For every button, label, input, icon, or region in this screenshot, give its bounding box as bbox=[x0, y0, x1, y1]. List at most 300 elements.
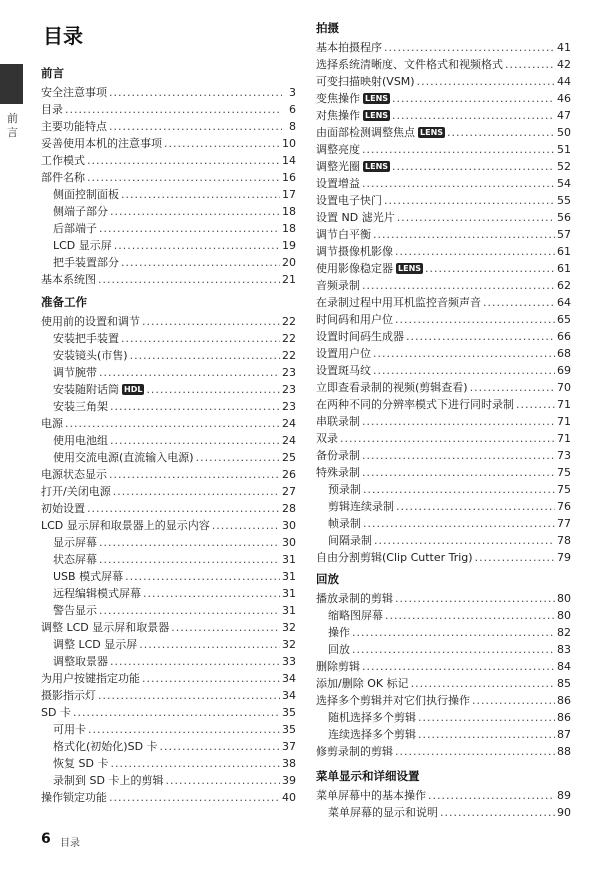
dot-leader bbox=[411, 675, 555, 692]
entry-page-number: 22 bbox=[282, 349, 296, 362]
entry-title: LCD 显示屏和取景器上的显示内容 bbox=[41, 519, 210, 532]
entry-title: SD 卡 bbox=[41, 706, 71, 719]
entry-page-number: 37 bbox=[282, 740, 296, 753]
entry-title: 预录制 bbox=[328, 483, 361, 496]
entry-page-number: 19 bbox=[282, 239, 296, 252]
dot-leader bbox=[417, 73, 555, 90]
footer-label: 目录 bbox=[60, 838, 80, 849]
entry-page-number: 20 bbox=[282, 256, 296, 269]
dot-leader bbox=[406, 328, 555, 345]
toc-subentry[interactable] bbox=[316, 804, 571, 821]
entry-page-number: 40 bbox=[282, 791, 296, 804]
entry-page-number: 26 bbox=[282, 468, 296, 481]
dot-leader bbox=[472, 692, 555, 709]
entry-title: 为用户按键指定功能 bbox=[41, 672, 140, 685]
entry-title: 侧端子部分 bbox=[53, 205, 108, 218]
mode-badge: LENS bbox=[420, 128, 444, 137]
entry-title: 修剪录制的剪辑 bbox=[316, 745, 393, 758]
toc-entry[interactable] bbox=[316, 90, 571, 107]
page-number: 6 bbox=[41, 831, 51, 847]
dot-leader bbox=[109, 789, 280, 806]
dot-leader bbox=[395, 243, 555, 260]
entry-title: 安装随附话筒 bbox=[53, 383, 119, 396]
toc-subentry[interactable] bbox=[41, 585, 296, 602]
dot-leader bbox=[362, 413, 555, 430]
entry-title: 警告显示 bbox=[53, 604, 97, 617]
toc-entry[interactable] bbox=[316, 396, 571, 413]
entry-title: 随机选择多个剪辑 bbox=[328, 711, 416, 724]
dot-leader bbox=[373, 362, 555, 379]
entry-page-number: 87 bbox=[557, 728, 571, 741]
toc-subentry[interactable] bbox=[41, 721, 296, 738]
entry-page-number: 18 bbox=[282, 222, 296, 235]
toc-entry[interactable] bbox=[316, 73, 571, 90]
entry-page-number: 27 bbox=[282, 485, 296, 498]
toc-entry[interactable] bbox=[41, 135, 296, 152]
toc-entry[interactable] bbox=[41, 789, 296, 806]
dot-leader bbox=[73, 704, 280, 721]
dot-leader bbox=[110, 755, 280, 772]
entry-page-number: 8 bbox=[289, 120, 296, 133]
entry-page-number: 30 bbox=[282, 536, 296, 549]
entry-page-number: 71 bbox=[557, 398, 571, 411]
toc-subentry[interactable] bbox=[41, 237, 296, 254]
entry-title: LCD 显示屏 bbox=[53, 239, 112, 252]
dot-leader bbox=[110, 398, 280, 415]
dot-leader bbox=[109, 118, 282, 135]
entry-page-number: 55 bbox=[557, 194, 571, 207]
entry-page-number: 24 bbox=[282, 417, 296, 430]
toc-subentry[interactable] bbox=[41, 738, 296, 755]
entry-title: 调节摄像机影像 bbox=[316, 245, 393, 258]
entry-title: 使用电池组 bbox=[53, 434, 108, 447]
toc-subentry[interactable] bbox=[41, 254, 296, 271]
entry-title: 调整取景器 bbox=[53, 655, 108, 668]
entry-page-number: 38 bbox=[282, 757, 296, 770]
toc-entry[interactable] bbox=[316, 549, 571, 566]
entry-page-number: 71 bbox=[557, 432, 571, 445]
entry-title: 调整亮度 bbox=[316, 143, 360, 156]
entry-page-number: 17 bbox=[282, 188, 296, 201]
entry-page-number: 61 bbox=[557, 262, 571, 275]
dot-leader bbox=[384, 39, 555, 56]
entry-page-number: 79 bbox=[557, 551, 571, 564]
toc-subentry[interactable] bbox=[41, 772, 296, 789]
entry-page-number: 56 bbox=[557, 211, 571, 224]
toc-entry[interactable] bbox=[316, 209, 571, 226]
toc-entry[interactable] bbox=[316, 379, 571, 396]
toc-entry[interactable] bbox=[41, 500, 296, 517]
toc-entry[interactable] bbox=[41, 169, 296, 186]
dot-leader bbox=[110, 203, 280, 220]
entry-page-number: 31 bbox=[282, 553, 296, 566]
entry-page-number: 10 bbox=[282, 137, 296, 150]
toc-subentry[interactable] bbox=[41, 653, 296, 670]
toc-subentry[interactable] bbox=[41, 534, 296, 551]
toc-entry[interactable] bbox=[316, 692, 571, 709]
entry-title: 调整 LCD 显示屏 bbox=[53, 638, 138, 651]
dot-leader bbox=[352, 641, 555, 658]
toc-subentry[interactable] bbox=[316, 726, 571, 743]
toc-entry[interactable] bbox=[41, 517, 296, 534]
toc-subentry[interactable] bbox=[316, 498, 571, 515]
entry-title: 由面部检测调整焦点 bbox=[316, 126, 415, 139]
dot-leader bbox=[475, 549, 555, 566]
dot-leader bbox=[395, 743, 555, 760]
toc-entry[interactable] bbox=[316, 39, 571, 56]
toc-entry[interactable] bbox=[316, 158, 571, 175]
entry-title: 播放录制的剪辑 bbox=[316, 592, 393, 605]
toc-entry[interactable] bbox=[316, 175, 571, 192]
dot-leader bbox=[425, 260, 555, 277]
toc-entry[interactable] bbox=[316, 243, 571, 260]
entry-page-number: 41 bbox=[557, 41, 571, 54]
entry-page-number: 88 bbox=[557, 745, 571, 758]
entry-title: 串联录制 bbox=[316, 415, 360, 428]
entry-title: 自由分割剪辑(Clip Cutter Trig) bbox=[316, 551, 473, 564]
entry-title: 工作模式 bbox=[41, 154, 85, 167]
entry-page-number: 65 bbox=[557, 313, 571, 326]
dot-leader bbox=[99, 220, 280, 237]
dot-leader bbox=[362, 447, 555, 464]
section-heading: 准备工作 bbox=[41, 295, 87, 309]
entry-title: 连续选择多个剪辑 bbox=[328, 728, 416, 741]
toc-entry[interactable] bbox=[316, 464, 571, 481]
dot-leader bbox=[109, 84, 282, 101]
toc-entry[interactable] bbox=[316, 345, 571, 362]
toc-entry[interactable] bbox=[41, 687, 296, 704]
toc-subentry[interactable] bbox=[41, 347, 296, 364]
mode-badge: LENS bbox=[365, 111, 389, 120]
dot-leader bbox=[88, 721, 280, 738]
dot-leader bbox=[114, 237, 280, 254]
dot-leader bbox=[397, 209, 555, 226]
toc-entry[interactable] bbox=[41, 101, 296, 118]
entry-page-number: 32 bbox=[282, 638, 296, 651]
toc-subentry[interactable] bbox=[41, 381, 296, 398]
entry-title: 双录 bbox=[316, 432, 338, 445]
dot-leader bbox=[373, 226, 555, 243]
entry-page-number: 31 bbox=[282, 570, 296, 583]
toc-entry[interactable] bbox=[316, 787, 571, 804]
dot-leader bbox=[392, 107, 555, 124]
toc-subentry[interactable] bbox=[41, 755, 296, 772]
entry-page-number: 30 bbox=[282, 519, 296, 532]
toc-entry[interactable] bbox=[41, 704, 296, 721]
entry-title: 设置时间码生成器 bbox=[316, 330, 404, 343]
entry-page-number: 3 bbox=[289, 86, 296, 99]
entry-title: 电源状态显示 bbox=[41, 468, 107, 481]
toc-entry[interactable] bbox=[316, 107, 571, 124]
toc-entry[interactable] bbox=[41, 152, 296, 169]
dot-leader bbox=[121, 254, 280, 271]
entry-title: 可变扫描映射(VSM) bbox=[316, 75, 415, 88]
entry-page-number: 66 bbox=[557, 330, 571, 343]
entry-page-number: 89 bbox=[557, 789, 571, 802]
entry-page-number: 47 bbox=[557, 109, 571, 122]
entry-page-number: 76 bbox=[557, 500, 571, 513]
entry-page-number: 31 bbox=[282, 604, 296, 617]
entry-title: 菜单屏幕中的基本操作 bbox=[316, 789, 426, 802]
dot-leader bbox=[447, 124, 555, 141]
dot-leader bbox=[440, 804, 555, 821]
section-tab-label: 前言 bbox=[7, 112, 18, 139]
entry-page-number: 52 bbox=[557, 160, 571, 173]
toc-entry[interactable] bbox=[316, 590, 571, 607]
toc-entry[interactable] bbox=[41, 84, 296, 101]
entry-title: 操作锁定功能 bbox=[41, 791, 107, 804]
entry-title: 妥善使用本机的注意事项 bbox=[41, 137, 162, 150]
entry-title: 音频录制 bbox=[316, 279, 360, 292]
dot-leader bbox=[142, 313, 280, 330]
dot-leader bbox=[113, 483, 280, 500]
entry-title: 摄影指示灯 bbox=[41, 689, 96, 702]
entry-page-number: 24 bbox=[282, 434, 296, 447]
entry-title: 调节腕带 bbox=[53, 366, 97, 379]
toc-subentry[interactable] bbox=[41, 449, 296, 466]
toc-entry[interactable] bbox=[41, 271, 296, 288]
entry-title: 基本拍摄程序 bbox=[316, 41, 382, 54]
dot-leader bbox=[87, 500, 280, 517]
entry-title: 调整 LCD 显示屏和取景器 bbox=[41, 621, 170, 634]
toc-subentry[interactable] bbox=[41, 330, 296, 347]
dot-leader bbox=[125, 568, 280, 585]
dot-leader bbox=[384, 192, 555, 209]
dot-leader bbox=[395, 311, 555, 328]
toc-entry[interactable] bbox=[41, 415, 296, 432]
toc-entry[interactable] bbox=[316, 311, 571, 328]
dot-leader bbox=[212, 517, 280, 534]
toc-entry[interactable] bbox=[41, 313, 296, 330]
toc-subentry[interactable] bbox=[41, 186, 296, 203]
toc-entry[interactable] bbox=[316, 328, 571, 345]
toc-subentry[interactable] bbox=[41, 636, 296, 653]
entry-page-number: 90 bbox=[557, 806, 571, 819]
entry-page-number: 75 bbox=[557, 466, 571, 479]
toc-entry[interactable] bbox=[316, 362, 571, 379]
dot-leader bbox=[87, 152, 280, 169]
entry-title: 特殊录制 bbox=[316, 466, 360, 479]
entry-page-number: 25 bbox=[282, 451, 296, 464]
entry-page-number: 80 bbox=[557, 609, 571, 622]
entry-page-number: 83 bbox=[557, 643, 571, 656]
toc-entry[interactable] bbox=[316, 260, 571, 277]
entry-page-number: 39 bbox=[282, 774, 296, 787]
entry-title: 在录制过程中用耳机监控音频声音 bbox=[316, 296, 481, 309]
entry-page-number: 82 bbox=[557, 626, 571, 639]
entry-title: 安装三角架 bbox=[53, 400, 108, 413]
toc-entry[interactable] bbox=[41, 466, 296, 483]
toc-entry[interactable] bbox=[41, 619, 296, 636]
entry-title: 选择系统清晰度、文件格式和视频格式 bbox=[316, 58, 503, 71]
entry-title: 后部端子 bbox=[53, 222, 97, 235]
entry-page-number: 44 bbox=[557, 75, 571, 88]
dot-leader bbox=[99, 602, 280, 619]
dot-leader bbox=[121, 330, 280, 347]
toc-entry[interactable] bbox=[316, 658, 571, 675]
dot-leader bbox=[392, 90, 555, 107]
entry-page-number: 78 bbox=[557, 534, 571, 547]
dot-leader bbox=[196, 449, 280, 466]
toc-subentry[interactable] bbox=[41, 432, 296, 449]
entry-page-number: 28 bbox=[282, 502, 296, 515]
toc-subentry[interactable] bbox=[41, 203, 296, 220]
entry-title: 间隔录制 bbox=[328, 534, 372, 547]
toc-subentry[interactable] bbox=[41, 364, 296, 381]
toc-entry[interactable] bbox=[316, 413, 571, 430]
entry-title: 备份录制 bbox=[316, 449, 360, 462]
entry-page-number: 6 bbox=[289, 103, 296, 116]
toc-subentry[interactable] bbox=[41, 551, 296, 568]
entry-page-number: 16 bbox=[282, 171, 296, 184]
dot-leader bbox=[396, 498, 555, 515]
toc-entry[interactable] bbox=[316, 226, 571, 243]
entry-title: 设置增益 bbox=[316, 177, 360, 190]
entry-title: USB 模式屏幕 bbox=[53, 570, 124, 583]
toc-subentry[interactable] bbox=[316, 515, 571, 532]
entry-page-number: 22 bbox=[282, 332, 296, 345]
mode-badge: LENS bbox=[365, 162, 389, 171]
entry-title: 恢复 SD 卡 bbox=[53, 757, 109, 770]
entry-page-number: 70 bbox=[557, 381, 571, 394]
mode-badge: LENS bbox=[398, 264, 422, 273]
entry-title: 设置 ND 滤光片 bbox=[316, 211, 395, 224]
toc-entry[interactable] bbox=[316, 447, 571, 464]
dot-leader bbox=[363, 515, 555, 532]
entry-title: 在两种不同的分辨率模式下进行同时录制 bbox=[316, 398, 514, 411]
toc-subentry[interactable] bbox=[41, 568, 296, 585]
dot-leader bbox=[110, 653, 280, 670]
entry-title: 使用影像稳定器 bbox=[316, 262, 393, 275]
entry-page-number: 75 bbox=[557, 483, 571, 496]
entry-title: 删除剪辑 bbox=[316, 660, 360, 673]
entry-title: 格式化(初始化)SD 卡 bbox=[53, 740, 158, 753]
dot-leader bbox=[165, 772, 280, 789]
dot-leader bbox=[109, 466, 280, 483]
toc-subentry[interactable] bbox=[316, 624, 571, 641]
entry-page-number: 64 bbox=[557, 296, 571, 309]
entry-title: 基本系统图 bbox=[41, 273, 96, 286]
dot-leader bbox=[516, 396, 555, 413]
entry-title: 状态屏幕 bbox=[53, 553, 97, 566]
dot-leader bbox=[362, 658, 555, 675]
toc-entry[interactable] bbox=[316, 294, 571, 311]
entry-page-number: 80 bbox=[557, 592, 571, 605]
entry-page-number: 18 bbox=[282, 205, 296, 218]
toc-entry[interactable] bbox=[316, 430, 571, 447]
dot-leader bbox=[362, 175, 555, 192]
entry-page-number: 61 bbox=[557, 245, 571, 258]
entry-title: 录制到 SD 卡上的剪辑 bbox=[53, 774, 164, 787]
dot-leader bbox=[418, 726, 555, 743]
entry-title: 对焦操作 bbox=[316, 109, 360, 122]
toc-subentry[interactable] bbox=[316, 607, 571, 624]
toc-subentry[interactable] bbox=[316, 709, 571, 726]
section-tab-marker bbox=[0, 64, 23, 104]
toc-entry[interactable] bbox=[316, 141, 571, 158]
entry-page-number: 73 bbox=[557, 449, 571, 462]
toc-entry[interactable] bbox=[316, 277, 571, 294]
dot-leader bbox=[418, 709, 555, 726]
entry-title: 使用前的设置和调节 bbox=[41, 315, 140, 328]
toc-entry[interactable] bbox=[41, 670, 296, 687]
dot-leader bbox=[142, 670, 280, 687]
section-heading: 菜单显示和详细设置 bbox=[316, 769, 420, 783]
toc-entry[interactable] bbox=[316, 56, 571, 73]
entry-page-number: 84 bbox=[557, 660, 571, 673]
entry-title: 变焦操作 bbox=[316, 92, 360, 105]
dot-leader bbox=[362, 277, 555, 294]
entry-title: 打开/关闭电源 bbox=[41, 485, 111, 498]
entry-title: 选择多个剪辑并对它们执行操作 bbox=[316, 694, 470, 707]
toc-entry[interactable] bbox=[316, 192, 571, 209]
entry-title: 把手装置部分 bbox=[53, 256, 119, 269]
entry-title: 显示屏幕 bbox=[53, 536, 97, 549]
toc-entry[interactable] bbox=[41, 118, 296, 135]
entry-title: 安装把手装置 bbox=[53, 332, 119, 345]
entry-page-number: 85 bbox=[557, 677, 571, 690]
toc-subentry[interactable] bbox=[41, 602, 296, 619]
entry-page-number: 34 bbox=[282, 672, 296, 685]
entry-title: 操作 bbox=[328, 626, 350, 639]
entry-page-number: 69 bbox=[557, 364, 571, 377]
dot-leader bbox=[143, 585, 280, 602]
entry-page-number: 14 bbox=[282, 154, 296, 167]
section-heading: 回放 bbox=[316, 572, 339, 586]
dot-leader bbox=[87, 169, 280, 186]
toc-entry[interactable] bbox=[316, 124, 571, 141]
entry-page-number: 23 bbox=[282, 383, 296, 396]
dot-leader bbox=[98, 687, 280, 704]
dot-leader bbox=[65, 415, 280, 432]
toc-subentry[interactable] bbox=[316, 532, 571, 549]
dot-leader bbox=[65, 101, 282, 118]
dot-leader bbox=[121, 186, 280, 203]
entry-title: 安全注意事项 bbox=[41, 86, 107, 99]
toc-entry[interactable] bbox=[41, 483, 296, 500]
entry-title: 设置用户位 bbox=[316, 347, 371, 360]
dot-leader bbox=[99, 534, 280, 551]
toc-entry[interactable] bbox=[316, 675, 571, 692]
dot-leader bbox=[164, 135, 280, 152]
entry-title: 初始设置 bbox=[41, 502, 85, 515]
entry-page-number: 42 bbox=[557, 58, 571, 71]
dot-leader bbox=[385, 607, 555, 624]
entry-page-number: 86 bbox=[557, 711, 571, 724]
toc-subentry[interactable] bbox=[41, 220, 296, 237]
entry-title: 目录 bbox=[41, 103, 63, 116]
toc-entry[interactable] bbox=[316, 743, 571, 760]
entry-title: 缩略图屏幕 bbox=[328, 609, 383, 622]
entry-title: 部件名称 bbox=[41, 171, 85, 184]
toc-subentry[interactable] bbox=[316, 641, 571, 658]
entry-page-number: 54 bbox=[557, 177, 571, 190]
dot-leader bbox=[160, 738, 280, 755]
dot-leader bbox=[505, 56, 555, 73]
entry-page-number: 35 bbox=[282, 706, 296, 719]
dot-leader bbox=[98, 271, 280, 288]
entry-page-number: 86 bbox=[557, 694, 571, 707]
dot-leader bbox=[374, 532, 555, 549]
entry-title: 可用卡 bbox=[53, 723, 86, 736]
toc-subentry[interactable] bbox=[316, 481, 571, 498]
entry-title: 调整光圈 bbox=[316, 160, 360, 173]
entry-title: 主要功能特点 bbox=[41, 120, 107, 133]
mode-badge: LENS bbox=[365, 94, 389, 103]
entry-page-number: 57 bbox=[557, 228, 571, 241]
entry-title: 添加/删除 OK 标记 bbox=[316, 677, 409, 690]
toc-subentry[interactable] bbox=[41, 398, 296, 415]
